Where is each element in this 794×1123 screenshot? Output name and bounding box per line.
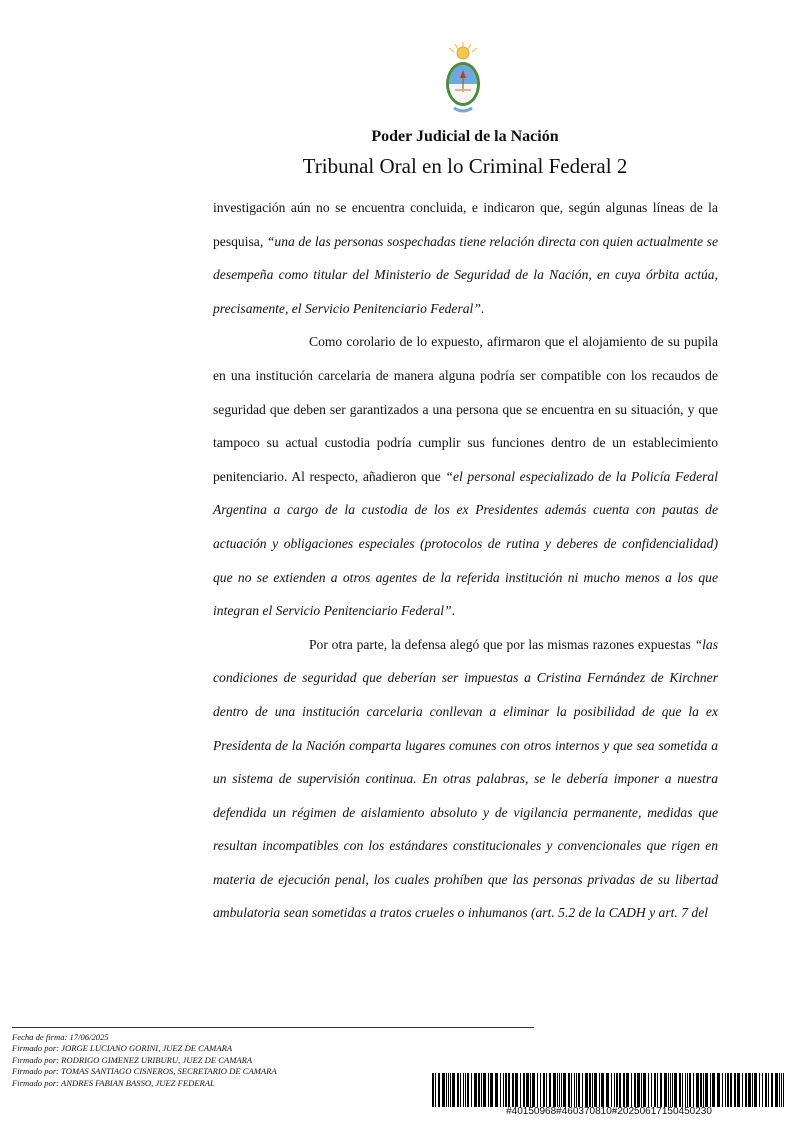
barcode-bar bbox=[693, 1073, 694, 1107]
barcode-bar bbox=[601, 1073, 604, 1107]
barcode-bar bbox=[463, 1073, 464, 1107]
barcode-bar bbox=[563, 1073, 566, 1107]
barcode-bar bbox=[623, 1073, 625, 1107]
barcode-bar bbox=[616, 1073, 618, 1107]
barcode-bar bbox=[540, 1073, 541, 1107]
signature-line: Firmado por: RODRIGO GIMENEZ URIBURU, JUEZ DE CAMARA bbox=[12, 1054, 253, 1065]
document-body bbox=[213, 191, 718, 930]
barcode-bar bbox=[730, 1073, 732, 1107]
barcode-bar bbox=[734, 1073, 736, 1107]
paragraph-text: Por otra parte, la defensa alegó que por las mismas razones expuestas bbox=[309, 636, 695, 652]
coat-of-arms bbox=[440, 40, 486, 118]
paragraph-text: . bbox=[480, 300, 485, 316]
barcode-bar bbox=[553, 1073, 556, 1107]
barcode-bar bbox=[611, 1073, 612, 1107]
barcode-bar bbox=[432, 1073, 434, 1107]
barcode-bar bbox=[530, 1073, 531, 1107]
barcode-bar bbox=[641, 1073, 642, 1107]
barcode-bar bbox=[781, 1073, 782, 1107]
barcode-bar bbox=[474, 1073, 477, 1107]
barcode-bar bbox=[765, 1073, 767, 1107]
barcode-bar bbox=[752, 1073, 753, 1107]
paragraph-text: . bbox=[451, 603, 455, 619]
quoted-text: “las condiciones de seguridad que deberían ser impuestas a Cristina Fernández de Kirchner dentro de una institución carcelaria conllevan a eliminar la posibilidad de que la ex Presidenta de la Nación comparta lugares comunes con otros internos y que sea sometida a un sistema de supervisión continua. En otras palabras, se le debería imponer a nuestra defendida un régimen de aislamiento absoluto y de vigilancia permanente, medidas que resultan incompatibles con los estándares constitucionales y convencionales que rigen en materia de ejecución penal, los cuales prohíben que las personas privadas de su libertad ambulatoria sean sometidas a tratos crueles o inhumanos (art. 5.2 de la CADH y art. 7 del bbox=[213, 636, 718, 921]
barcode-bar bbox=[779, 1073, 780, 1107]
barcode-bar bbox=[768, 1073, 769, 1107]
barcode-bar bbox=[727, 1073, 729, 1107]
barcode-bar bbox=[520, 1073, 521, 1107]
barcode-bar bbox=[631, 1073, 632, 1107]
barcode-bar bbox=[619, 1073, 621, 1107]
barcode-bar bbox=[471, 1073, 472, 1107]
quoted-text: “una de las personas sospechadas tiene relación directa con quien actualmente se desempeña como titular del Ministerio de Seguridad de la Nación, en cuya órbita actúa, precisamente, el Servicio Penitenciario Federal” bbox=[213, 233, 718, 316]
signature-line: Firmado por: JORGE LUCIANO GORINI, JUEZ DE CAMARA bbox=[12, 1043, 233, 1054]
barcode-bar bbox=[687, 1073, 688, 1107]
barcode-bar bbox=[654, 1073, 656, 1107]
barcode-bar bbox=[705, 1073, 708, 1107]
barcode-bar bbox=[614, 1073, 615, 1107]
barcode-bar bbox=[710, 1073, 711, 1107]
barcode-bar bbox=[592, 1073, 593, 1107]
barcode-bar bbox=[748, 1073, 751, 1107]
signature-line: Firmado por: TOMAS SANTIAGO CISNEROS, SECRETARIO DE CAMARA bbox=[12, 1066, 277, 1077]
barcode-bar bbox=[452, 1073, 455, 1107]
barcode-text: #40150968#460370810#20250617150450230 bbox=[506, 1106, 712, 1117]
barcode bbox=[432, 1073, 786, 1107]
barcode-bar bbox=[657, 1073, 658, 1107]
barcode-bar bbox=[759, 1073, 760, 1107]
barcode-bar bbox=[722, 1073, 723, 1107]
paragraph bbox=[213, 325, 718, 627]
barcode-bar bbox=[664, 1073, 667, 1107]
barcode-bar bbox=[703, 1073, 704, 1107]
barcode-bar bbox=[503, 1073, 504, 1107]
barcode-bar bbox=[557, 1073, 558, 1107]
barcode-bar bbox=[668, 1073, 669, 1107]
signature-line: Fecha de firma: 17/06/2025 bbox=[12, 1032, 109, 1042]
barcode-bar bbox=[561, 1073, 562, 1107]
signature-line: Firmado por: ANDRES FABIAN BASSO, JUEZ FEDERAL bbox=[12, 1077, 215, 1088]
barcode-bar bbox=[523, 1073, 525, 1107]
barcode-bar bbox=[512, 1073, 514, 1107]
barcode-bar bbox=[742, 1073, 743, 1107]
institution-title: Poder Judicial de la Nación bbox=[371, 128, 559, 145]
barcode-bar bbox=[508, 1073, 510, 1107]
barcode-bar bbox=[546, 1073, 547, 1107]
barcode-bar bbox=[685, 1073, 686, 1107]
paragraph-text: investigación aún no se encuentra concluida, e indicaron que, según algunas líneas de la pesquisa, bbox=[213, 200, 718, 249]
barcode-bar bbox=[543, 1073, 545, 1107]
argentina-coat-of-arms-icon bbox=[440, 40, 486, 118]
barcode-bar bbox=[717, 1073, 720, 1107]
paragraph-text: Como corolario de lo expuesto, afirmaron que el alojamiento de su pupila en una institución carcelaria de manera alguna podría ser compatible con los recaudos de seguridad que deben ser garantizados a una persona que se encuentra en su situación, y que tampoco su actual custodia podría cumplir sus funciones dentro de un establecimiento penitenciario. Al respecto, añadieron que bbox=[213, 334, 718, 484]
barcode-bar bbox=[571, 1073, 572, 1107]
barcode-bar bbox=[754, 1073, 757, 1107]
barcode-bar bbox=[578, 1073, 580, 1107]
barcode-bar bbox=[467, 1073, 469, 1107]
barcode-bar bbox=[457, 1073, 459, 1107]
barcode-bar bbox=[660, 1073, 662, 1107]
court-title: Tribunal Oral en lo Criminal Federal 2 bbox=[302, 154, 628, 178]
barcode-bar bbox=[446, 1073, 447, 1107]
barcode-bar bbox=[515, 1073, 518, 1107]
barcode-bar bbox=[450, 1073, 451, 1107]
barcode-bar bbox=[599, 1073, 600, 1107]
barcode-bar bbox=[576, 1073, 577, 1107]
barcode-bar bbox=[460, 1073, 461, 1107]
barcode-bar bbox=[589, 1073, 591, 1107]
barcode-bar bbox=[435, 1073, 436, 1107]
barcode-bar bbox=[696, 1073, 699, 1107]
barcode-bar bbox=[495, 1073, 498, 1107]
barcode-bar bbox=[537, 1073, 538, 1107]
barcode-bar bbox=[648, 1073, 649, 1107]
barcode-bar bbox=[481, 1073, 482, 1107]
barcode-bar bbox=[679, 1073, 681, 1107]
barcode-bar bbox=[438, 1073, 440, 1107]
paragraph bbox=[213, 628, 718, 930]
barcode-bar bbox=[689, 1073, 691, 1107]
barcode-bar bbox=[700, 1073, 702, 1107]
barcode-bar bbox=[505, 1073, 507, 1107]
barcode-bar bbox=[783, 1073, 784, 1107]
barcode-bar bbox=[674, 1073, 677, 1107]
barcode-bar bbox=[626, 1073, 629, 1107]
barcode-bar bbox=[500, 1073, 501, 1107]
barcode-bar bbox=[559, 1073, 560, 1107]
barcode-bar bbox=[585, 1073, 588, 1107]
barcode-bar bbox=[478, 1073, 480, 1107]
barcode-bar bbox=[490, 1073, 493, 1107]
barcode-bar bbox=[532, 1073, 535, 1107]
barcode-bar bbox=[549, 1073, 551, 1107]
barcode-bar bbox=[771, 1073, 773, 1107]
barcode-bar bbox=[670, 1073, 671, 1107]
signature-block bbox=[12, 1032, 277, 1089]
barcode-bar bbox=[643, 1073, 646, 1107]
paragraph bbox=[213, 191, 718, 325]
footer-divider bbox=[12, 1027, 534, 1028]
barcode-bar bbox=[594, 1073, 597, 1107]
barcode-bar bbox=[651, 1073, 652, 1107]
barcode-bar bbox=[526, 1073, 529, 1107]
barcode-bar bbox=[634, 1073, 636, 1107]
barcode-bar bbox=[483, 1073, 486, 1107]
barcode-bar bbox=[582, 1073, 583, 1107]
barcode-bar bbox=[775, 1073, 778, 1107]
barcode-bar bbox=[465, 1073, 466, 1107]
barcode-bar bbox=[574, 1073, 575, 1107]
barcode-bar bbox=[737, 1073, 740, 1107]
barcode-bar bbox=[672, 1073, 673, 1107]
barcode-bar bbox=[745, 1073, 747, 1107]
barcode-bar bbox=[725, 1073, 726, 1107]
quoted-text: “el personal especializado de la Policía Federal Argentina a cargo de la custodia de los ex Presidentes además cuenta con pautas de actuación y obligaciones especiales (protocolos de rutina y deberes de confidencialidad) que no se extienden a otros agentes de la referida institución ni mucho menos a los que integran el Servicio Penitenciario Federal” bbox=[213, 468, 718, 619]
barcode-bar bbox=[606, 1073, 609, 1107]
barcode-bar bbox=[637, 1073, 640, 1107]
barcode-bar bbox=[682, 1073, 683, 1107]
barcode-bar bbox=[762, 1073, 763, 1107]
barcode-bar bbox=[448, 1073, 449, 1107]
barcode-bar bbox=[442, 1073, 445, 1107]
barcode-bar bbox=[712, 1073, 715, 1107]
barcode-bar bbox=[488, 1073, 489, 1107]
barcode-bar bbox=[568, 1073, 570, 1107]
